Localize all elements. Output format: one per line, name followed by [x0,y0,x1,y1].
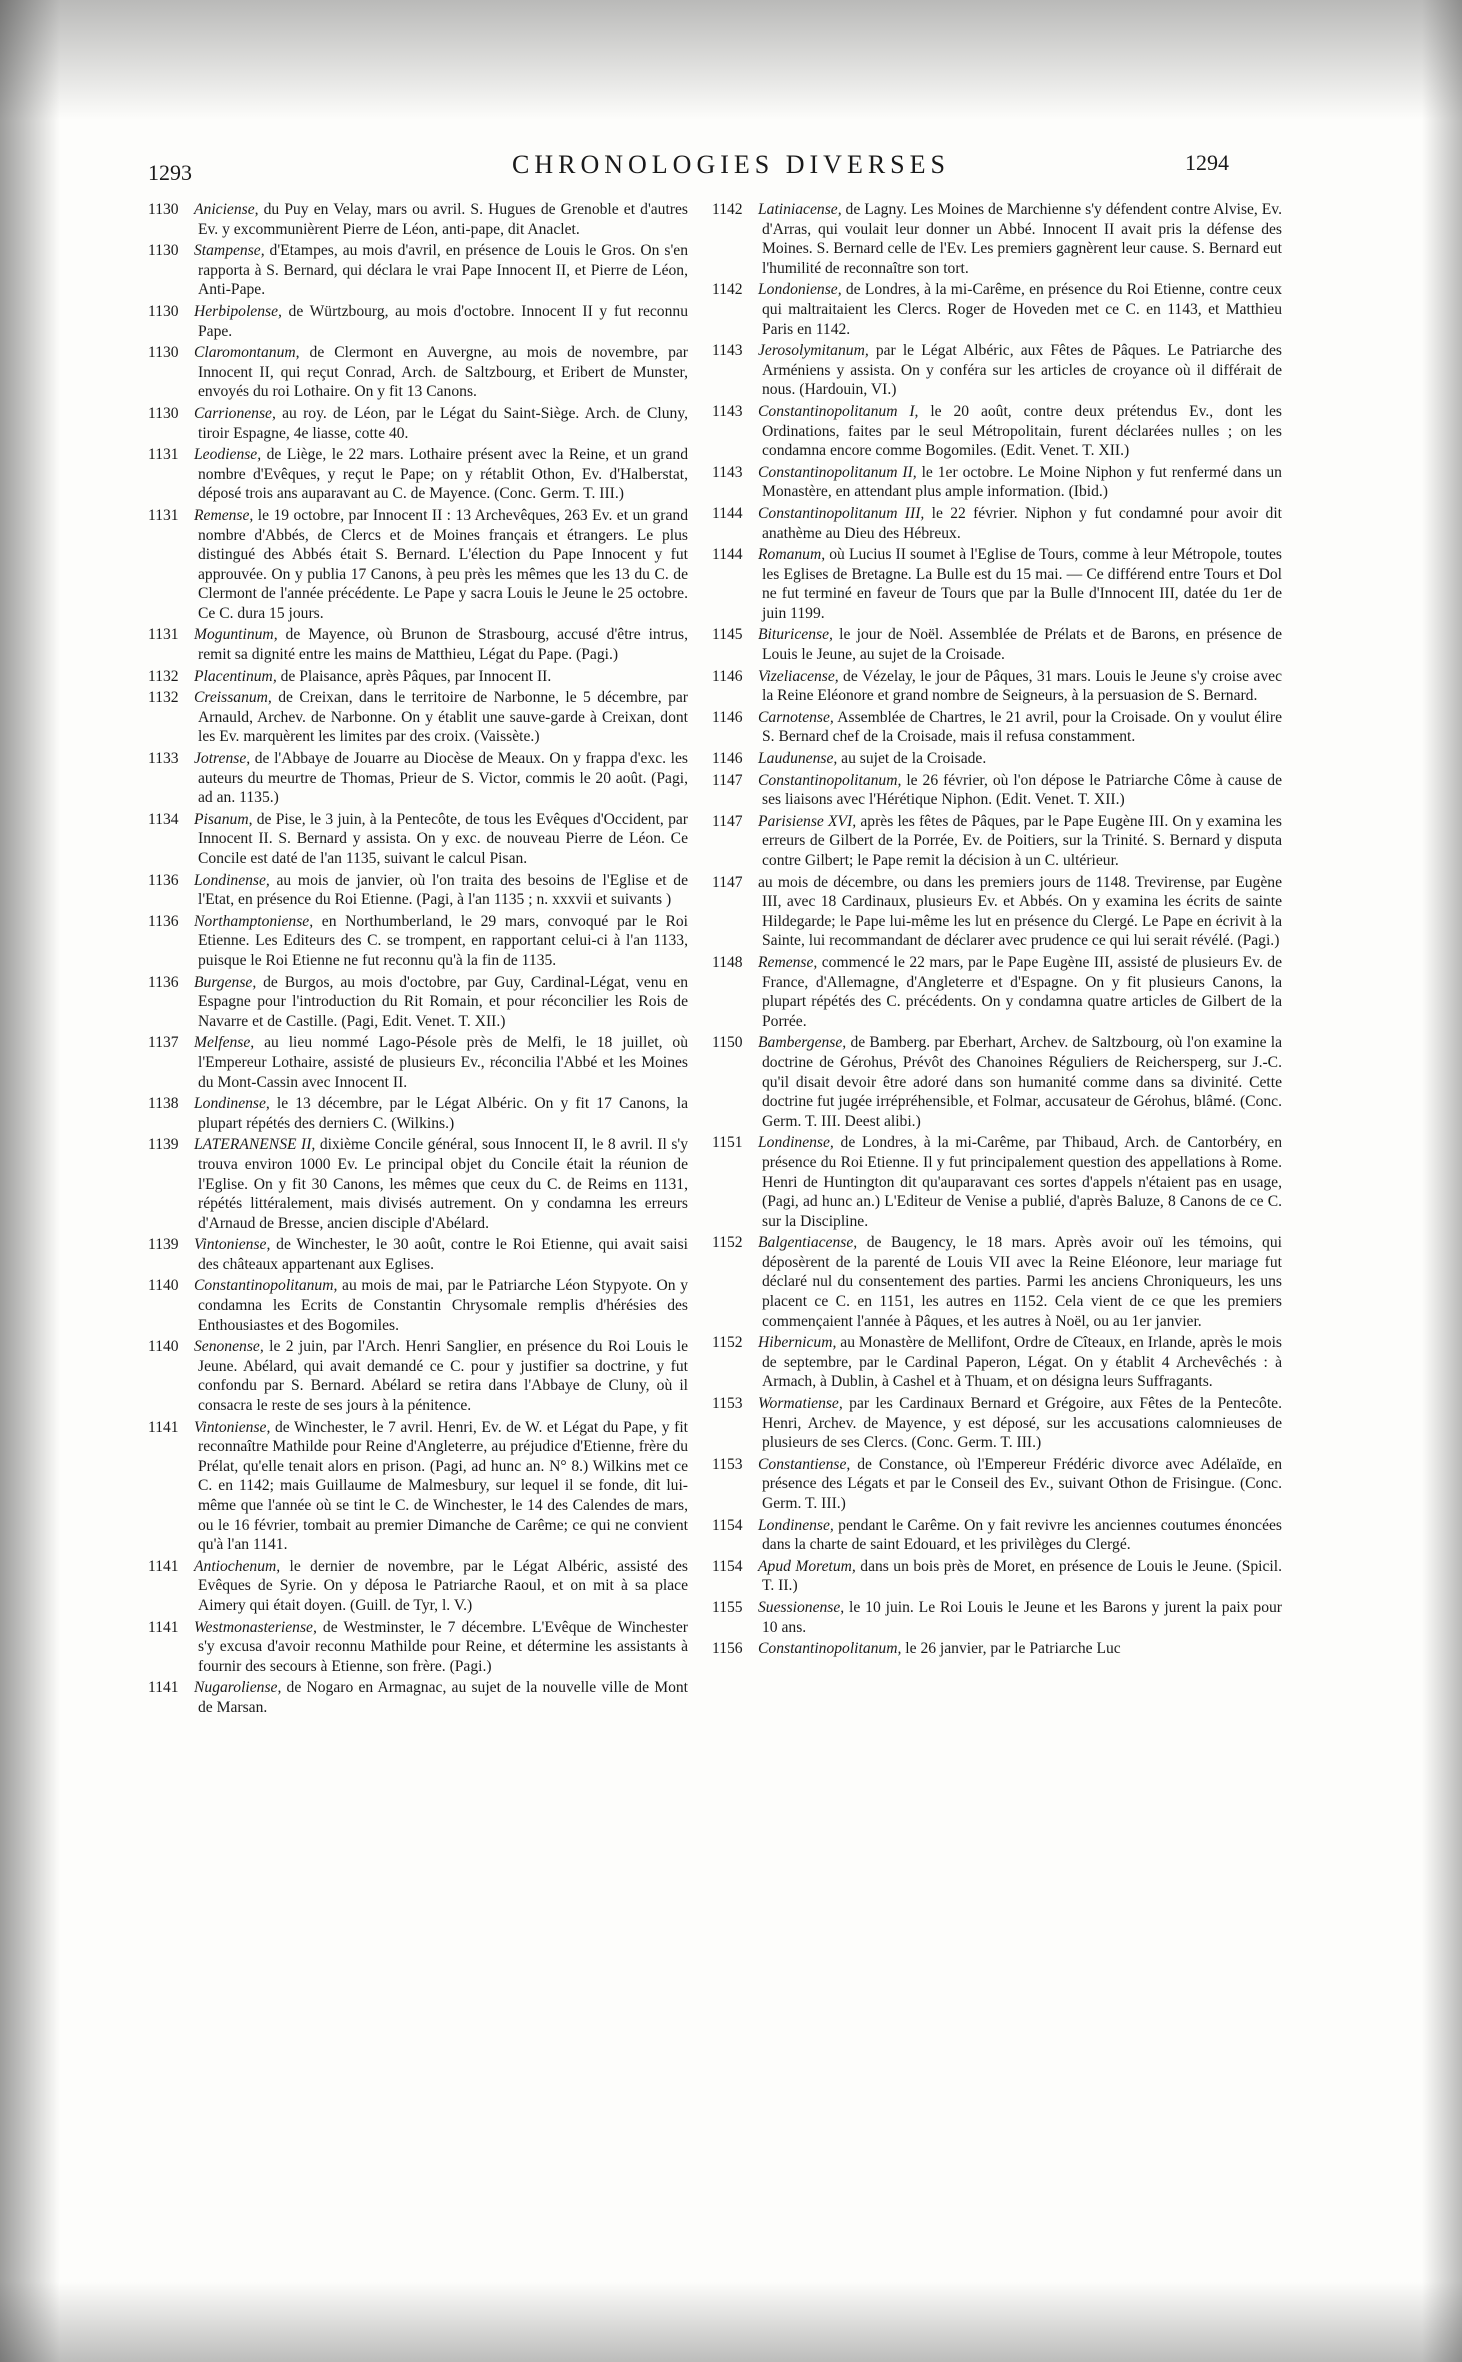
entry-text: de Pise, le 3 juin, à la Pentecôte, de tous les Evêques d'Occident, par Innocent II. S. Bernard y assista. On y exc. de nouveau Pierre de Léon. Ce Concile est daté de l'an 1135, suivant le calcul Pisan. [198,810,688,867]
council-name: Constantinopolitanum III, [758,504,925,522]
entry-text: en Northumberland, le 29 mars, convoqué par le Roi Etienne. Les Editeurs des C. se trompent, en rapportant celui-ci à l'an 1133, puisque le Roi Etienne ne fut reconnu qu'à la fin de 1135. [198,912,688,969]
scan-border-top [0,0,1462,120]
council-entry [712,667,1282,706]
council-name: Nugaroliense, [194,1679,282,1697]
entry-text: au lieu nommé Lago-Pésole près de Melfi, le 18 juillet, où l'Empereur Lothaire, assisté de plusieurs Ev., réconcilia l'Abbé et les Moines du Mont-Cassin avec Innocent II. [198,1034,688,1091]
scan-border-left [0,0,60,2362]
council-name: Burgense, [194,973,257,991]
entry-text: du Puy en Velay, mars ou avril. S. Hugues de Grenoble et d'autres Ev. y excommunièrent Pierre de Léon, anti-pape, dit Anaclet. [198,201,688,238]
entry-text: de Vézelay, le jour de Pâques, 31 mars. Louis le Jeune s'y croise avec la Reine Eléonore et grand nombre de Seigneurs, à la persuasion de S. Bernard. [762,667,1282,705]
council-name: Westmonasteriense, [194,1618,317,1636]
entry-text: le jour de Noël. Assemblée de Prélats et de Barons, en présence de Louis le Jeune, au sujet de la Croisade. [762,626,1282,664]
council-name: Laudunense, [758,750,838,768]
council-name: Vintoniense, [194,1418,271,1436]
council-entry [148,973,688,1032]
council-name: Remense, [758,953,818,971]
entry-year: 1141 [148,1618,179,1636]
entry-year: 1154 [712,1557,743,1575]
entry-text: au mois de janvier, où l'on traita des besoins de l'Eglise et de l'Etat, en présence du Roi Etienne. (Pagi, à l'an 1135 ; n. xxxvii et suivants ) [198,871,688,909]
council-name: Suessionense, [758,1598,845,1616]
entry-text: le 10 juin. Le Roi Louis le Jeune et les Barons y jurent la paix pour 10 ans. [762,1598,1282,1636]
entry-text: d'Etampes, au mois d'avril, en présence de Louis le Gros. On s'en rapporta à S. Bernard, qui déclara le vrai Pape Innocent II, et Pierre de Léon, Anti-Pape. [198,242,688,299]
entry-text: de Bamberg. par Eberhart, Archev. de Saltzbourg, où l'on examine la doctrine de Gérohus, Prévôt des Chanoines Réguliers de Reichersperg, sur J.-C. qu'il disait devoir être adoré dans son humanité comme dans sa divinité. Cette doctrine fut jugée irrépréhensible, et Folmar, accusateur de Gérohus, blâmé. (Conc. Germ. T. III. Deest alibi.) [762,1034,1282,1130]
entry-year: 1144 [712,504,743,522]
entry-year: 1153 [712,1455,743,1473]
entry-year: 1131 [148,446,179,464]
entry-year: 1130 [148,201,179,218]
council-entry [712,708,1282,747]
entry-text: au sujet de la Croisade. [837,750,987,768]
council-entry [712,771,1282,810]
council-entry [148,343,688,402]
entry-text: le 1er octobre. Le Moine Niphon y fut renfermé dans un Monastère, en attendant plus ample information. (Ibid.) [762,463,1282,501]
entry-year: 1142 [712,201,743,218]
entry-text: le 19 octobre, par Innocent II : 13 Archevêques, 263 Ev. et un grand nombre d'Abbés, de Clercs et de Moines français et étrangers. Le plus distingué des Abbés était S. Bernard. L'élection du Pape Innocent y fut approuvée. On y publia 17 Canons, à peu près les mêmes que les 13 du C. de Clermont de l'année précédente. Le Pape y sacra Louis le Jeune le 25 octobre. Ce C. dura 15 jours. [198,506,688,622]
council-entry [148,871,688,910]
entry-year: 1147 [712,771,743,789]
council-name: Leodiense, [194,446,262,464]
entry-text: de Londres, à la mi-Carême, par Thibaud, Arch. de Cantorbéry, en présence du Roi Etienne. Il y fut principalement question des appellations à Rome. Henri de Huntington dit qu'auparavant ces sortes d'appels n'étaient pas en usage, (Pagi, ad hunc an.) L'Editeur de Venise a publié, d'après Baluze, 8 Canons de ce C. sur la Discipline. [762,1134,1282,1230]
entry-year: 1130 [148,302,179,320]
council-entry [148,1135,688,1233]
council-name: Antiochenum, [194,1557,281,1575]
entry-year: 1139 [148,1136,179,1154]
entry-text: dans un bois près de Moret, en présence de Louis le Jeune. (Spicil. T. II.) [762,1557,1282,1595]
council-name: Creissanum, [194,689,272,707]
council-name: Placentinum, [194,667,277,685]
entry-text: de Westminster, le 7 décembre. L'Evêque de Winchester s'y excusa d'avoir reconnu Mathilde pour Reine, et détermine les assistants à fournir des secours à Etienne, son frère. (Pagi.) [198,1618,688,1675]
council-entry [712,749,1282,769]
council-name: Pisanum, [194,810,253,828]
entry-year: 1150 [712,1034,743,1052]
council-entry [148,625,688,664]
entry-text: de Baugency, le 18 mars. Après avoir ouï les témoins, qui déposèrent de la parenté de Louis VII avec la Reine Eléonore, leur mariage fut déclaré nul du consentement des parties. Parmi les anciens Chroniqueurs, les uns placent ce C. en 1151, les autres en 1152. Cela vient de ce que les premiers commençaient l'année à Pâques, et les autres à Noël, ou au 1er janvier. [762,1234,1282,1330]
council-entry [148,241,688,300]
council-name: Remense, [194,506,254,524]
entry-text: de Constance, où l'Empereur Frédéric divorce avec Adélaïde, en présence des Légats et par le Conseil des Ev., suivant Othon de Frisingue. (Conc. Germ. T. III.) [762,1455,1282,1512]
council-entry [712,341,1282,400]
entry-year: 1147 [712,873,743,891]
council-entry [712,1557,1282,1596]
council-name: Hibernicum, [758,1334,837,1352]
council-name: Vintoniense, [194,1236,271,1254]
council-entry [148,1418,688,1555]
entry-year: 1154 [712,1516,743,1534]
entry-text: de Plaisance, après Pâques, par Innocent II. [276,667,552,685]
council-name: Parisiense XVI, [758,812,857,830]
council-entry [712,1394,1282,1453]
entry-text: le 26 janvier, par le Patriarche Luc [901,1640,1121,1658]
council-entry [712,1516,1282,1555]
council-entry [712,504,1282,543]
entry-text: de Liège, le 22 mars. Lothaire présent avec la Reine, et un grand nombre d'Evêques, y reçut le Pape; on y rétablit Othon, Ev. d'Halberstat, déposé trois ans auparavant au C. de Mayence. (Conc. Germ. T. III.) [198,446,688,503]
entry-year: 1142 [712,281,743,299]
council-name: Constantinopolitanum, [194,1277,338,1295]
council-entry [148,667,688,687]
council-entry [712,1598,1282,1637]
entry-year: 1146 [712,667,743,685]
council-name: Jerosolymitanum, [758,342,869,360]
entry-text: le 20 août, contre deux prétendus Ev., dont les Ordinations, faites par le seul Métropolitain, furent déclarées nulles ; on les condamna encore comme Bogomiles. (Edit. Venet. T. XII.) [762,402,1282,460]
entry-year: 1151 [712,1134,743,1152]
council-name: Bambergense, [758,1034,847,1052]
council-name: Senonense, [194,1338,264,1356]
council-name: Jotrense, [194,750,251,768]
entry-year: 1131 [148,506,179,524]
entry-year: 1145 [712,626,743,644]
entry-year: 1148 [712,953,743,971]
entry-year: 1136 [148,973,179,991]
council-entry [712,200,1282,278]
council-entry [712,463,1282,502]
entry-text: au roy. de Léon, par le Légat du Saint-Siège. Arch. de Cluny, tiroir Espagne, 4e liasse, cotte 40. [198,404,688,442]
council-entry [712,1455,1282,1514]
council-entry [148,1033,688,1092]
council-entry [712,873,1282,951]
entry-year: 1153 [712,1395,743,1413]
council-name: Claromontanum, [194,344,300,362]
entry-text: de Winchester, le 30 août, contre le Roi Etienne, qui avait saisi des châteaux appartenant aux Eglises. [198,1236,688,1273]
entry-year: 1143 [712,463,743,481]
council-name: Carrionense, [194,404,276,422]
entry-year: 1130 [148,404,179,422]
entry-year: 1130 [148,344,179,362]
council-name: Stampense, [194,242,265,260]
entry-text: de Winchester, le 7 avril. Henri, Ev. de W. et Légat du Pape, y fit reconnaître Mathilde pour Reine d'Angleterre, au préjudice d'Etienne, frère du Prélat, qu'elle tenait alors en prison. (Pagi, ad hunc an. N° 8.) Wilkins met ce C. en 1142; mais Guillaume de Malmesbury, sur lequel il se fonde, dit lui-même que l'année où se tint le C. de Winchester, le 14 des Calendes de mars, ou le 16 février, tombait au premier Dimanche de Carême; ce qui ne convient qu'à l'an 1141. [198,1418,688,1554]
entry-year: 1136 [148,871,179,889]
council-entry [712,1133,1282,1231]
entry-year: 1143 [712,402,743,420]
council-name: Londinense, [758,1134,834,1152]
council-entry [148,445,688,504]
council-name: Constantiense, [758,1455,851,1473]
entry-year: 1134 [148,810,179,828]
entry-text: le 22 février. Niphon y fut condamné pour avoir dit anathème au Dieu des Hébreux. [762,504,1282,542]
entry-text: au mois de décembre, ou dans les premiers jours de 1148. Trevirense, par Eugène III, avec 18 Cardinaux, plusieurs Ev. et Abbés. On y examina les écrits de sainte Hildegarde; le Pape lui-même les lut en présence du Clergé. Le Pape en écrivit à la Sainte, lui recommandant de déclarer avec prudence ce qui lui serait révélé. (Pagi.) [758,873,1282,950]
entry-year: 1147 [712,812,743,830]
council-name: Balgentiacense, [758,1234,858,1252]
entry-year: 1152 [712,1234,743,1252]
council-entry [712,1639,1282,1659]
entry-text: de l'Abbaye de Jouarre au Diocèse de Meaux. On y frappa d'exc. les auteurs du meurtre de Thomas, Prieur de S. Victor, commis le 20 août. (Pagi, ad an. 1135.) [198,750,688,807]
council-name: Londinense, [194,1095,270,1113]
council-name: Londoniense, [758,281,842,299]
entry-text: de Lagny. Les Moines de Marchienne s'y défendent contre Alvise, Ev. d'Arras, qui voulait leur donner un Abbé. Innocent II avait pris la défense des Moines. S. Bernard celle de l'Ev. Les premiers gagnèrent leur cause. S. Bernard eut l'humilité de reconnaître son tort. [762,201,1282,277]
entry-text: par le Légat Albéric, aux Fêtes de Pâques. Le Patriarche des Arméniens y assista. On y conféra sur les articles de croyance où il différait de nous. (Hardouin, VI.) [762,342,1282,399]
running-head: CHRONOLOGIES DIVERSES [512,150,950,179]
council-entry [148,1557,688,1616]
entry-year: 1140 [148,1338,179,1356]
entry-text: par les Cardinaux Bernard et Grégoire, aux Fêtes de la Pentecôte. Henri, Archev. de Mayence, y est déposé, sur les accusations calomnieuses de plusieurs de ses Clercs. (Conc. Germ. T. III.) [762,1395,1282,1452]
council-entry [148,749,688,808]
council-name: Constantinopolitanum II, [758,463,917,481]
entry-year: 1131 [148,626,179,644]
council-entry [712,812,1282,871]
left-column [148,200,688,1720]
council-name: Constantinopolitanum, [758,771,902,789]
council-name: Vizeliacense, [758,667,839,685]
council-entry [148,688,688,747]
council-name: Carnotense, [758,708,834,726]
council-name: Constantinopolitanum, [758,1640,902,1658]
council-name: Melfense, [194,1034,255,1052]
council-name: Moguntinum, [194,626,278,644]
council-name: Aniciense, [194,201,259,218]
entry-year: 1140 [148,1277,179,1295]
council-entry [712,1233,1282,1331]
council-entry [148,506,688,624]
council-entry [712,1033,1282,1131]
council-entry [148,1337,688,1415]
entry-text: de Londres, à la mi-Carême, en présence du Roi Etienne, contre ceux qui maltraitaient les Clercs. Roger de Hoveden met ce C. en 1143, et Matthieu Paris en 1142. [762,281,1282,338]
entry-text: de Creixan, dans le territoire de Narbonne, le 5 décembre, par Arnauld, Archev. de Narbonne. On y établit une sauve-garde à Creixan, dont les Ev. marquèrent les limites par des croix. (Vaissète.) [198,689,688,746]
council-name: Romanum, [758,546,826,564]
council-name: Londinense, [758,1516,834,1534]
council-name: Londinense, [194,871,270,889]
council-name: Herbipolense, [194,302,282,320]
council-entry [148,1276,688,1335]
entry-text: de Burgos, au mois d'octobre, par Guy, Cardinal-Légat, venu en Espagne pour l'introduction du Rit Romain, et pour réconcilier les Rois de Navarre et de Castille. (Pagi, Edit. Venet. T. XII.) [198,973,688,1030]
council-entry [148,1678,688,1717]
entry-year: 1143 [712,342,743,360]
council-name: Apud Moretum, [758,1557,856,1575]
entry-text: au mois de mai, par le Patriarche Léon Stypyote. On y condamna les Ecrits de Constantin Chrysomale remplis d'hérésies des Enthousiastes et des Bogomiles. [198,1277,688,1334]
entry-year: 1132 [148,689,179,707]
entry-year: 1138 [148,1095,179,1113]
entry-year: 1137 [148,1034,179,1052]
council-name: Wormatiense, [758,1395,843,1413]
council-entry [712,545,1282,623]
council-name: Constantinopolitanum I, [758,402,919,420]
council-name: Bituricense, [758,626,833,644]
entry-text: commencé le 22 mars, par le Pape Eugène III, assisté de plusieurs Ev. de France, d'Allemagne, d'Angleterre et d'Espagne. On y fit plusieurs Canons, la plupart répétés des C. précédents. On y condamna quatre articles de Gilbert de la Porrée. [762,953,1282,1030]
entry-text: le 2 juin, par l'Arch. Henri Sanglier, en présence du Roi Louis le Jeune. Abélard, qui avait demandé ce C. pour y justifier sa doctrine, y fut confondu par S. Bernard. Abélard se retira dans l'Abbaye de Cluny, où il consacra le reste de ses jours à la pénitence. [198,1338,688,1415]
council-entry [712,280,1282,339]
page-number-right: 1294 [1185,150,1229,175]
council-entry [148,1094,688,1133]
council-name: Northamptoniense, [194,912,314,930]
entry-text: le 13 décembre, par le Légat Albéric. On y fit 17 Canons, la plupart répétés des derniers C. (Wilkins.) [198,1095,688,1132]
entry-text: de Clermont en Auvergne, au mois de novembre, par Innocent II, qui reçut Conrad, Arch. de Saltzbourg, et Eribert de Munster, envoyés du roi Lothaire. On y fit 13 Canons. [198,344,688,401]
council-entry [712,402,1282,461]
entry-year: 1139 [148,1236,179,1254]
entry-year: 1141 [148,1679,179,1697]
council-entry [148,1618,688,1677]
council-entry [148,200,688,239]
entry-text: pendant le Carême. On y fait revivre les anciennes coutumes énoncées dans la charte de saint Edouard, et les privilèges du Clergé. [762,1516,1282,1554]
entry-text: dixième Concile général, sous Innocent II, le 8 avril. Il s'y trouva environ 1000 Ev. Le principal objet du Concile était la réunion de l'Eglise. On y fit 30 Canons, les mêmes que ceux du C. de Reims en 1131, répétés littéralement, mais divisés autrement. On y condamna les erreurs d'Arnaud de Bresse, ancien disciple d'Abélard. [198,1136,688,1232]
entry-year: 1141 [148,1418,179,1436]
entry-text: le dernier de novembre, par le Légat Albéric, assisté des Evêques de Syrie. On y déposa le Patriarche Raoul, et on mit à sa place Aimery qui était doyen. (Guill. de Tyr, l. V.) [198,1557,688,1614]
entry-year: 1141 [148,1557,179,1575]
right-column [712,200,1282,1661]
entry-year: 1133 [148,750,179,768]
entry-text: au Monastère de Mellifont, Ordre de Cîteaux, en Irlande, après le mois de septembre, par le Cardinal Paperon, Légat. On y établit 4 Archevêchés : à Armach, à Dublin, à Cashel et à Thuam, et on désigna leurs Suffragants. [762,1334,1282,1391]
entry-text: Assemblée de Chartres, le 21 avril, pour la Croisade. On y voulut élire S. Bernard chef de la Croisade, mais il refusa constamment. [762,708,1282,746]
council-entry [712,625,1282,664]
scan-border-bottom [0,2282,1462,2362]
entry-text: de Mayence, où Brunon de Strasbourg, accusé d'être intrus, remit sa dignité entre les mains de Matthieu, Légat du Pape. (Pagi.) [198,626,688,664]
entry-text: de Würtzbourg, au mois d'octobre. Innocent II y fut reconnu Pape. [198,302,688,340]
entry-year: 1146 [712,750,743,768]
council-entry [148,404,688,443]
entry-text: après les fêtes de Pâques, par le Pape Eugène III. On y examina les erreurs de Gilbert de la Porrée, Ev. de Poitiers, sur la Trinité. S. Bernard y disputa contre Gilbert; le Pape remit la décision à un C. ultérieur. [762,812,1282,869]
entry-year: 1130 [148,242,179,260]
council-entry [148,302,688,341]
entry-year: 1155 [712,1598,743,1616]
scan-border-right [1422,0,1462,2362]
entry-year: 1152 [712,1334,743,1352]
entry-year: 1156 [712,1640,743,1658]
council-entry [148,1235,688,1274]
entry-year: 1136 [148,912,179,930]
council-entry [148,912,688,971]
council-entry [148,810,688,869]
page-number-left: 1293 [148,160,192,185]
council-name: LATERANENSE II, [194,1136,316,1154]
entry-text: de Nogaro en Armagnac, au sujet de la nouvelle ville de Mont de Marsan. [198,1679,688,1716]
council-entry [712,1333,1282,1392]
entry-text: où Lucius II soumet à l'Eglise de Tours, comme à leur Métropole, toutes les Eglises de Bretagne. La Bulle est du 15 mai. — Ce différend entre Tours et Dol ne fut terminé en faveur de Tours que par la Bulle d'Innocent III, datée du 1er de juin 1199. [762,546,1282,622]
entry-text: le 26 février, où l'on dépose le Patriarche Côme à cause de ses liaisons avec l'Hérétique Niphon. (Edit. Venet. T. XII.) [762,771,1282,809]
entry-year: 1144 [712,546,743,564]
council-name: Latiniacense, [758,201,842,218]
entry-year: 1132 [148,667,179,685]
council-entry [712,953,1282,1031]
entry-year: 1146 [712,708,743,726]
